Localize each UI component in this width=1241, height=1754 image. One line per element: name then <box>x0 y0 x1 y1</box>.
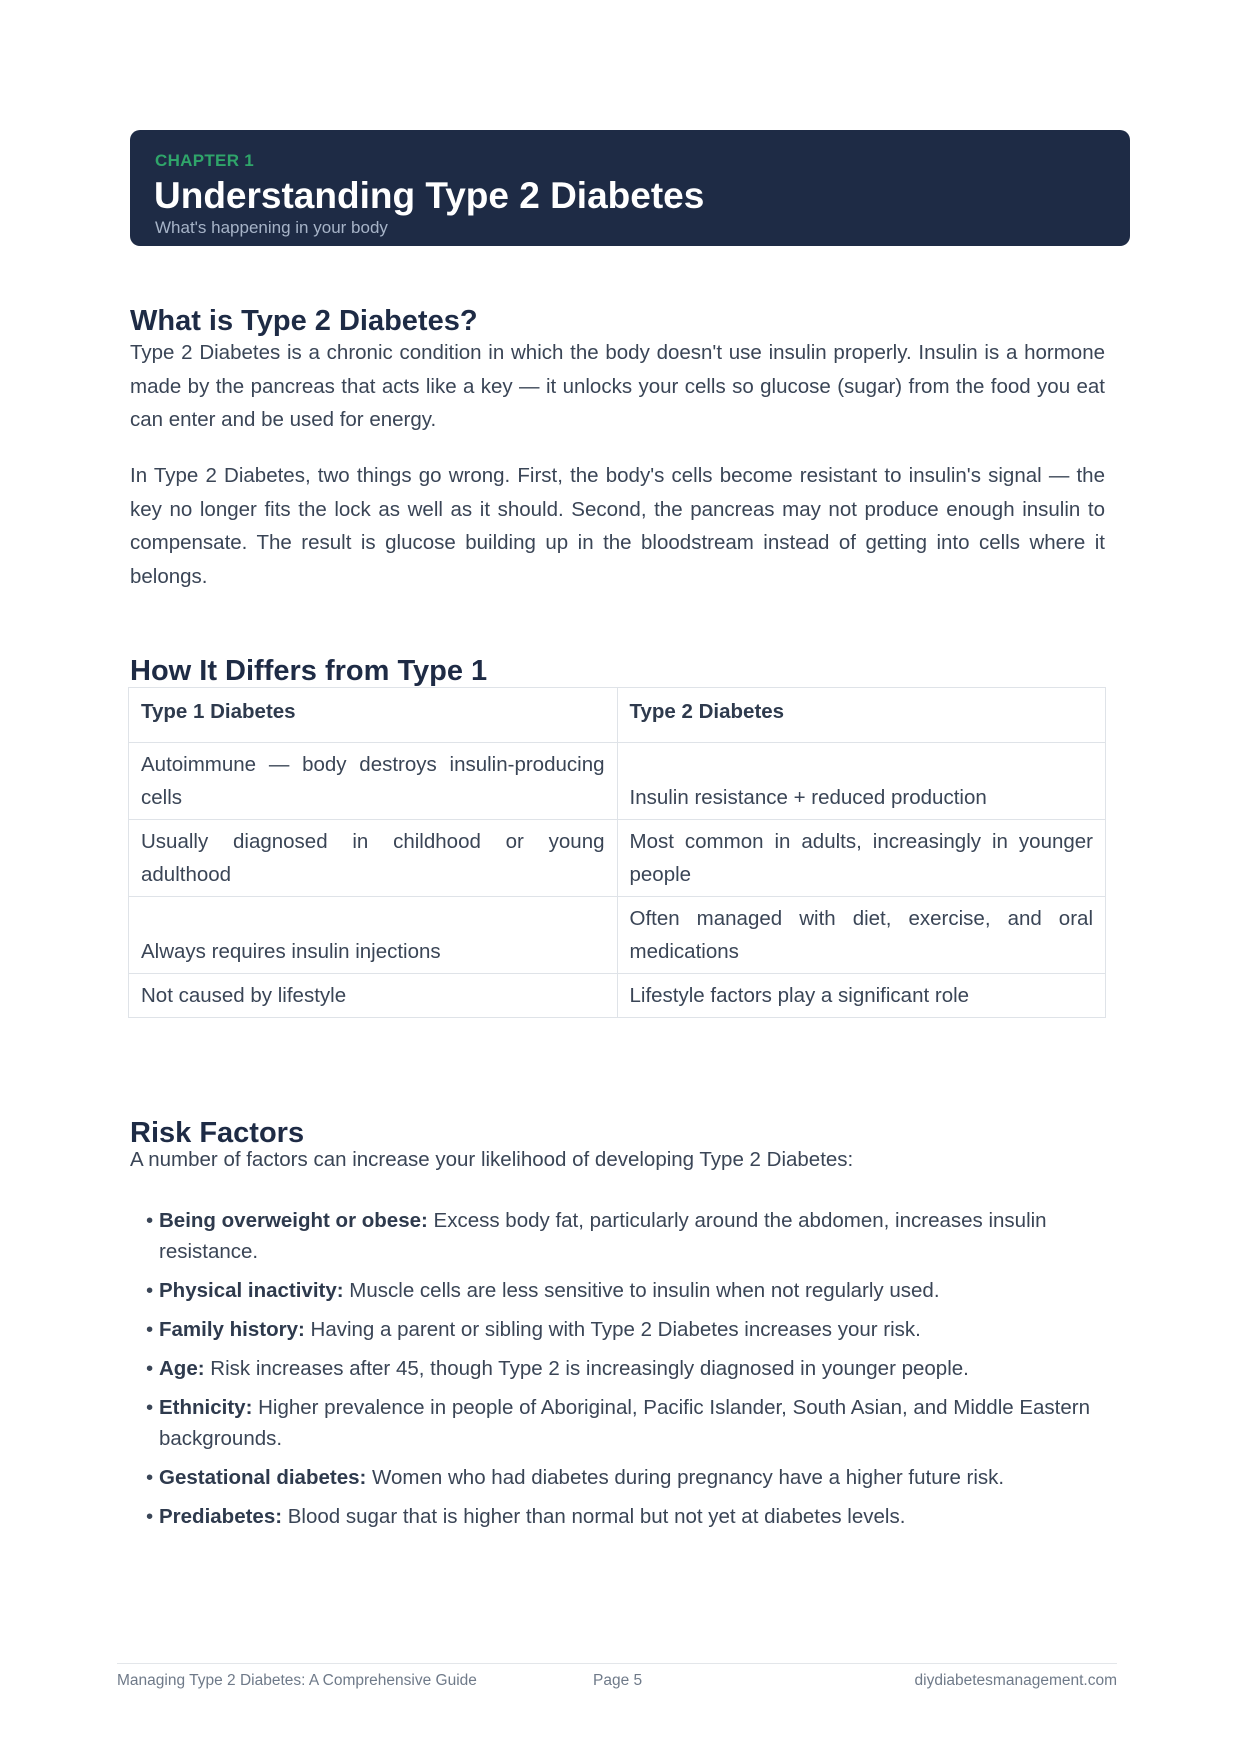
list-item <box>137 1275 1107 1306</box>
chapter-title: Understanding Type 2 Diabetes <box>154 175 705 216</box>
risk-description: Women who had diabetes during pregnancy have a higher future risk. <box>366 1466 1005 1489</box>
list-item <box>137 1353 1107 1384</box>
table-row <box>129 820 1106 897</box>
chapter-label: CHAPTER 1 <box>155 151 255 170</box>
bullet-icon: • <box>146 1396 154 1419</box>
section-heading-what-is: What is Type 2 Diabetes? <box>130 305 478 337</box>
risk-factors-intro: A number of factors can increase your likelihood of developing Type 2 Diabetes: <box>130 1148 854 1171</box>
risk-term: Gestational diabetes: <box>159 1466 367 1489</box>
table-cell: Insulin resistance + reduced production <box>617 743 1106 820</box>
table-cell: Autoimmune — body destroys insulin-producing cells <box>129 743 618 820</box>
list-item <box>137 1462 1107 1493</box>
bullet-icon: • <box>146 1466 154 1489</box>
table-cell: Often managed with diet, exercise, and oral medications <box>617 897 1106 974</box>
risk-term: Prediabetes: <box>159 1505 283 1528</box>
bullet-icon: • <box>146 1357 154 1380</box>
section-heading-differences: How It Differs from Type 1 <box>130 655 488 687</box>
table-header-row <box>129 688 1106 743</box>
paragraph-what-goes-wrong: In Type 2 Diabetes, two things go wrong. First, the body's cells become resistant to insulin's signal — the key no longer fits the lock as well as it should. Second, the pancreas may not produce enough insulin to compensate. The result is glucose building up in the bloodstream instead of getting into cells where it belongs. <box>130 464 1105 588</box>
risk-term: Age: <box>159 1357 205 1380</box>
bullet-icon: • <box>146 1279 154 1302</box>
table-cell: Usually diagnosed in childhood or young adulthood <box>129 820 618 897</box>
risk-term: Being overweight or obese: <box>159 1209 428 1232</box>
risk-description: Risk increases after 45, though Type 2 is increasingly diagnosed in younger people. <box>204 1357 969 1380</box>
risk-factor-list <box>137 1205 1107 1540</box>
column-header-type1: Type 1 Diabetes <box>129 688 618 743</box>
footer-divider <box>117 1663 1117 1664</box>
list-item <box>137 1501 1107 1532</box>
table-cell: Most common in adults, increasingly in younger people <box>617 820 1106 897</box>
risk-term: Family history: <box>159 1318 305 1341</box>
table-cell: Always requires insulin injections <box>129 897 618 974</box>
paragraph-definition: Type 2 Diabetes is a chronic condition in which the body doesn't use insulin properly. Insulin is a hormone made by the pancreas that acts like a key — it unlocks your cells so glucose (sugar) from the food you eat can enter and be used for energy. <box>130 341 1105 431</box>
table-row <box>129 897 1106 974</box>
risk-description: Higher prevalence in people of Aboriginal, Pacific Islander, South Asian, and Middle Eastern backgrounds. <box>159 1396 1091 1450</box>
bullet-icon: • <box>146 1209 154 1232</box>
table-row <box>129 743 1106 820</box>
list-item <box>137 1314 1107 1345</box>
table-cell: Not caused by lifestyle <box>129 974 618 1018</box>
chapter-banner <box>130 130 1130 246</box>
risk-term: Physical inactivity: <box>159 1279 344 1302</box>
risk-description: Excess body fat, particularly around the abdomen, increases insulin resistance. <box>159 1209 1047 1263</box>
footer-page-number: Page 5 <box>593 1672 643 1689</box>
risk-description: Muscle cells are less sensitive to insulin when not regularly used. <box>343 1279 940 1302</box>
risk-description: Having a parent or sibling with Type 2 Diabetes increases your risk. <box>304 1318 921 1341</box>
section-heading-risk-factors: Risk Factors <box>130 1117 305 1149</box>
risk-description: Blood sugar that is higher than normal but not yet at diabetes levels. <box>282 1505 906 1528</box>
table-row <box>129 974 1106 1018</box>
risk-term: Ethnicity: <box>159 1396 253 1419</box>
bullet-icon: • <box>146 1505 154 1528</box>
footer-website: diydiabetesmanagement.com <box>914 1672 1117 1689</box>
bullet-icon: • <box>146 1318 154 1341</box>
column-header-type2: Type 2 Diabetes <box>617 688 1106 743</box>
table-cell: Lifestyle factors play a significant role <box>617 974 1106 1018</box>
comparison-table <box>128 687 1106 1018</box>
list-item <box>137 1205 1107 1267</box>
chapter-subtitle: What's happening in your body <box>155 218 388 237</box>
list-item <box>137 1392 1107 1454</box>
footer-document-title: Managing Type 2 Diabetes: A Comprehensive Guide <box>117 1672 477 1689</box>
